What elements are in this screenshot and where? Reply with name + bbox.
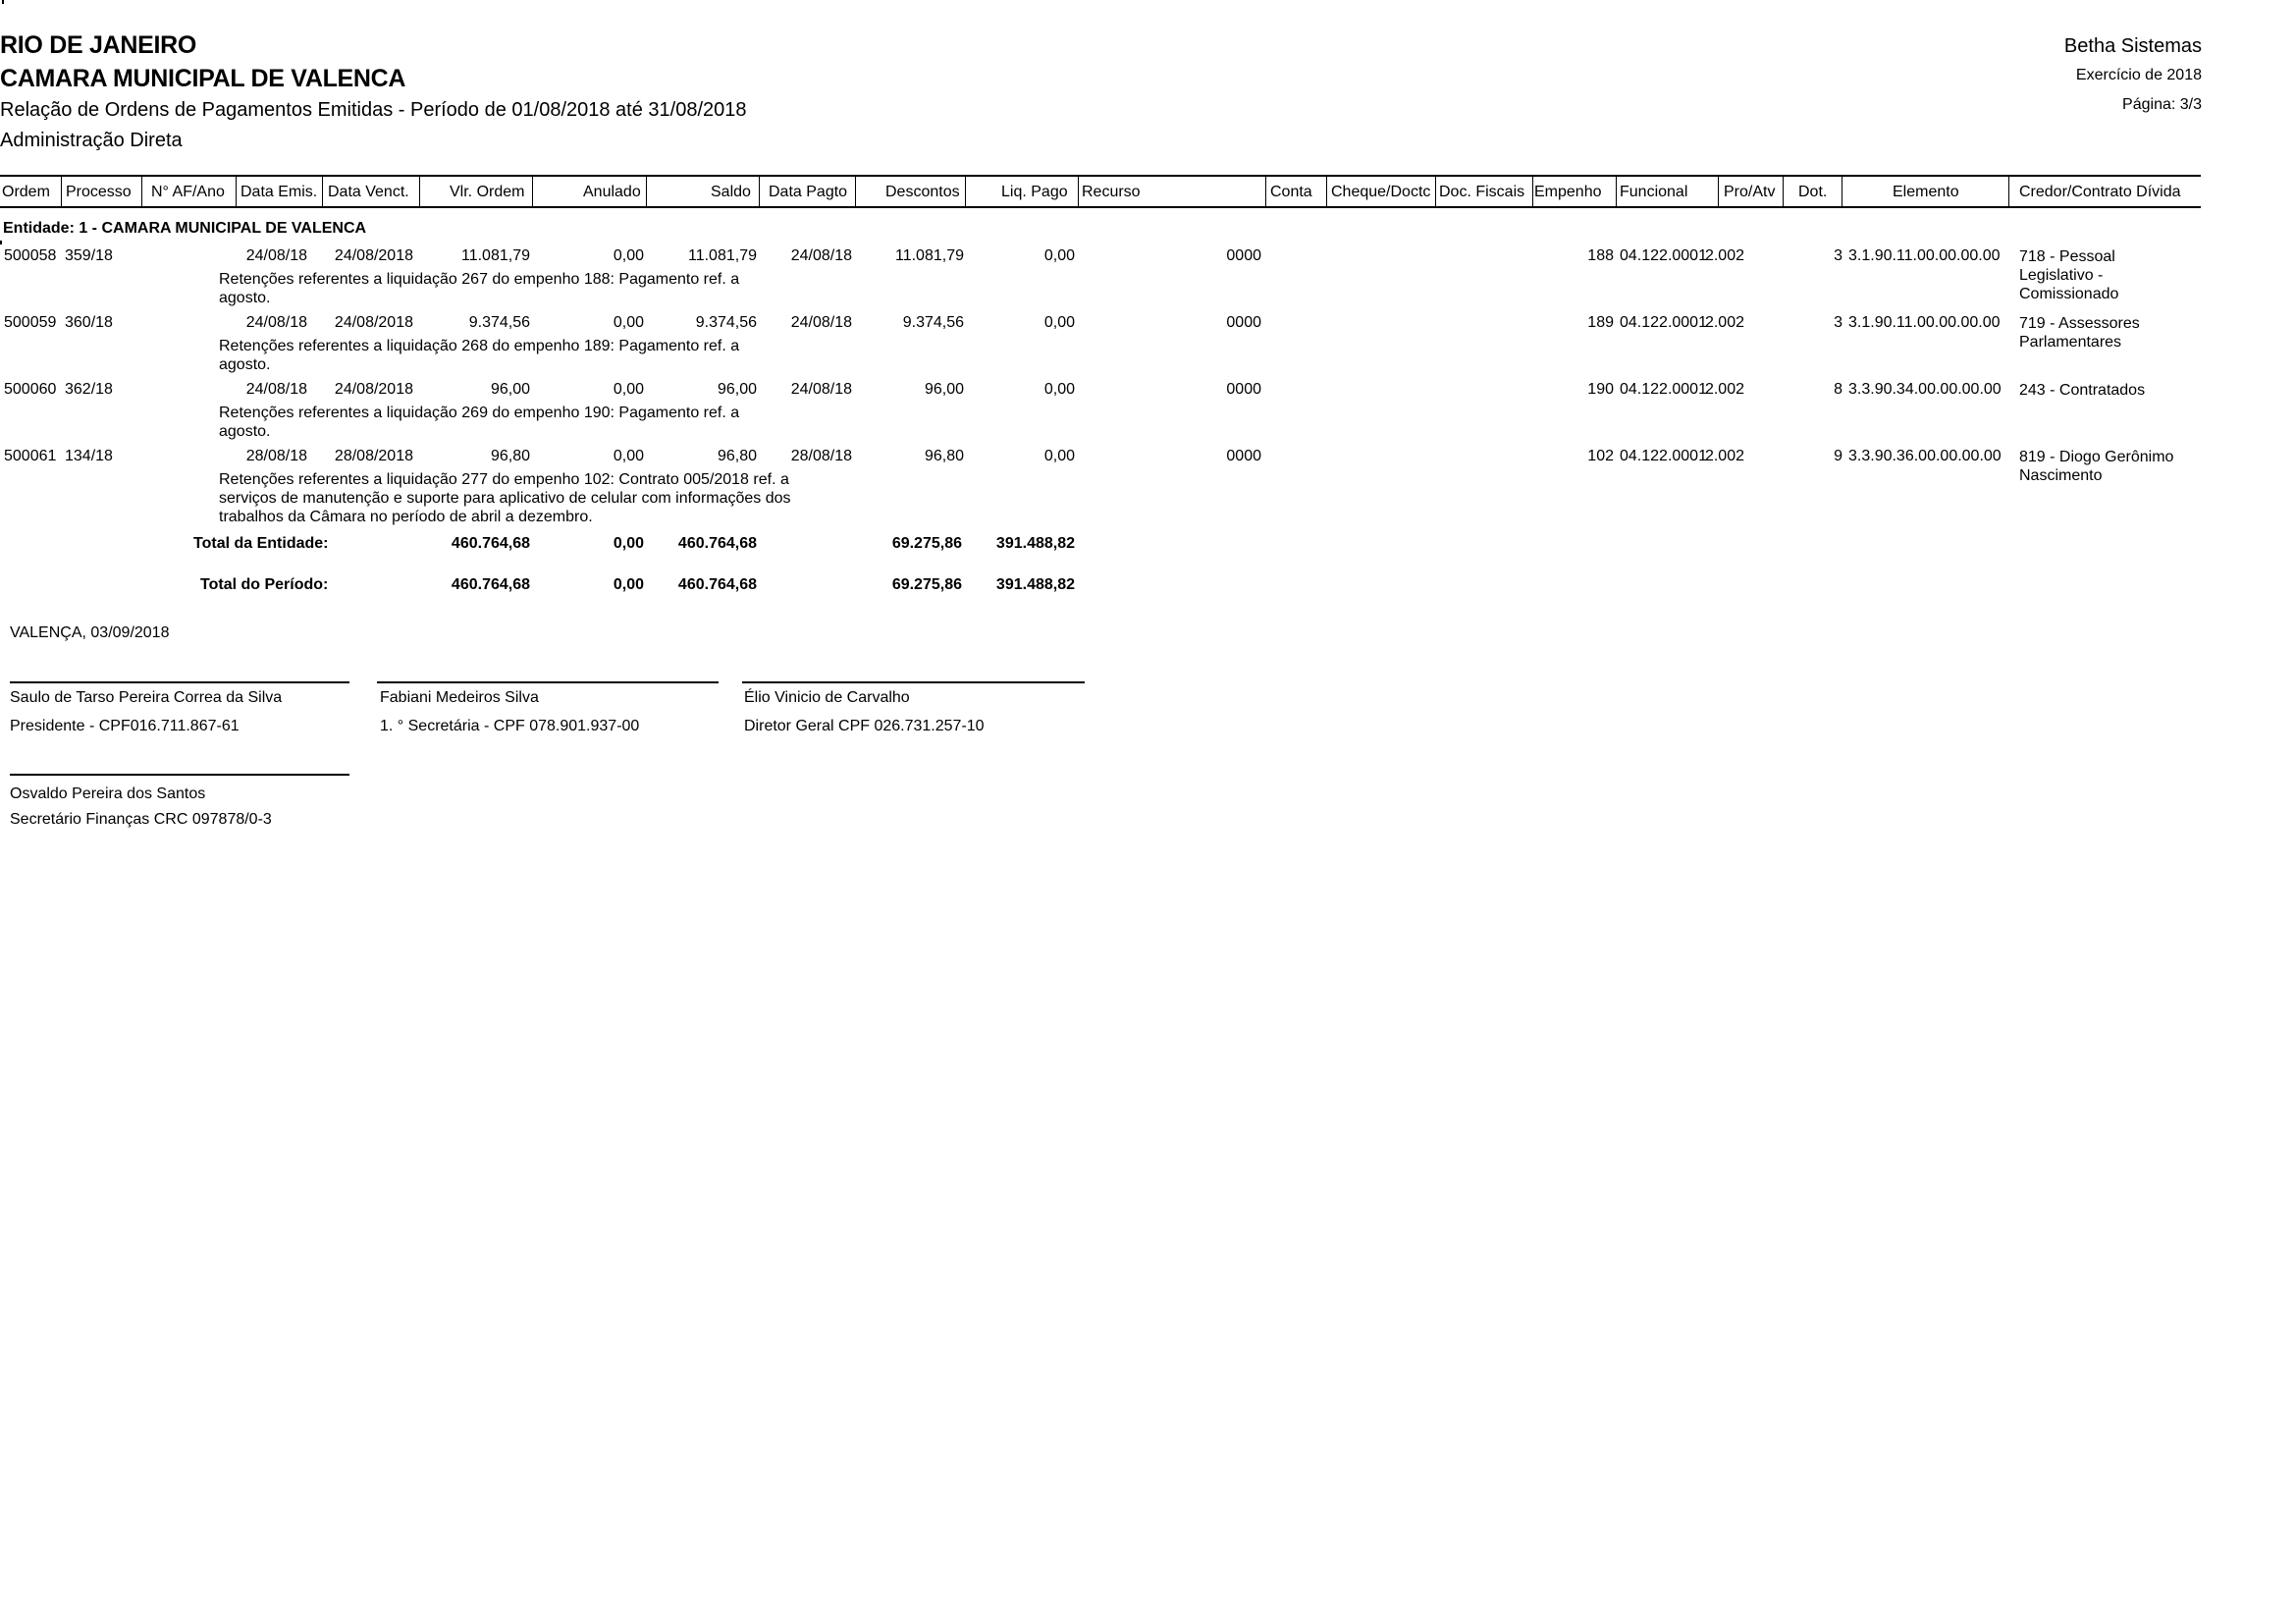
page-mark <box>2 0 4 4</box>
cell-elemento: 3.3.90.34.00.00.00.00 <box>1848 381 2002 398</box>
cell-empenho: 102 <box>1587 448 1614 464</box>
period-total-liq-pago: 391.488,82 <box>995 576 1075 593</box>
col-header-ordem: Ordem <box>2 184 50 200</box>
entity-total-liq-pago: 391.488,82 <box>995 535 1075 552</box>
cell-empenho: 188 <box>1587 247 1614 264</box>
cell-descricao: Retenções referentes a liquidação 277 do empenho 102: Contrato 005/2018 ref. a serviços de manutenção e suporte para aplicativo de celular com informações dos trabalhos da Câmara no período de abril a dezembro. <box>219 471 791 525</box>
cell-empenho: 189 <box>1587 314 1614 331</box>
cell-empenho: 190 <box>1587 381 1614 398</box>
cell-liq-pago: 0,00 <box>1043 448 1075 464</box>
signature-role: Secretário Finanças CRC 097878/0-3 <box>10 811 272 828</box>
col-header-credor: Credor/Contrato Dívida <box>2019 184 2181 200</box>
cell-anulado: 0,00 <box>613 381 644 398</box>
cell-processo: 134/18 <box>65 448 113 464</box>
cell-data-emis: 24/08/18 <box>245 247 307 264</box>
period-total-descontos: 69.275,86 <box>891 576 962 593</box>
cell-anulado: 0,00 <box>613 247 644 264</box>
col-header-dot: Dot. <box>1798 184 1828 200</box>
cell-anulado: 0,00 <box>613 448 644 464</box>
entity-total-descontos: 69.275,86 <box>891 535 962 552</box>
signature-name: Saulo de Tarso Pereira Correa da Silva <box>10 689 283 706</box>
cell-credor: 719 - Assessores Parlamentares <box>2019 315 2140 351</box>
entity-total-saldo: 460.764,68 <box>677 535 757 552</box>
cell-ordem: 500059 <box>4 314 57 331</box>
entity-title: CAMARA MUNICIPAL DE VALENCA <box>0 65 406 92</box>
period-total-anulado: 0,00 <box>613 576 644 593</box>
table-header-bottom-rule <box>0 206 2201 208</box>
cell-funcional: 04.122.0001 <box>1620 314 1707 331</box>
signature-line <box>10 774 349 776</box>
col-header-anulado: Anulado <box>583 184 641 200</box>
cell-vlr-ordem: 96,00 <box>490 381 530 398</box>
cell-pro-atv: 2.002 <box>1704 247 1744 264</box>
cell-data-venct: 24/08/2018 <box>334 247 413 264</box>
col-header-cheque-docto: Cheque/Doctc <box>1331 184 1431 200</box>
col-header-data-venct: Data Venct. <box>328 184 409 200</box>
col-header-conta: Conta <box>1270 184 1312 200</box>
cell-credor: 243 - Contratados <box>2019 382 2146 399</box>
col-header-data-pagto: Data Pagto <box>769 184 848 200</box>
state-title: RIO DE JANEIRO <box>0 31 196 59</box>
cell-data-emis: 24/08/18 <box>245 314 307 331</box>
col-header-elemento: Elemento <box>1893 184 1959 200</box>
cell-descricao: Retenções referentes a liquidação 267 do empenho 188: Pagamento ref. a agosto. <box>219 271 740 306</box>
cell-ordem: 500061 <box>4 448 57 464</box>
col-header-doc-fiscais: Doc. Fiscais <box>1439 184 1525 200</box>
col-header-liq-pago: Liq. Pago <box>1001 184 1068 200</box>
entity-total-vlr-ordem: 460.764,68 <box>451 535 530 552</box>
cell-vlr-ordem: 11.081,79 <box>461 247 530 264</box>
cell-funcional: 04.122.0001 <box>1620 381 1707 398</box>
cell-descontos: 96,80 <box>924 448 964 464</box>
cell-saldo: 9.374,56 <box>695 314 757 331</box>
cell-elemento: 3.3.90.36.00.00.00.00 <box>1848 448 2002 464</box>
cell-anulado: 0,00 <box>613 314 644 331</box>
cell-processo: 362/18 <box>65 381 113 398</box>
cell-recurso: 0000 <box>1226 314 1261 331</box>
signature-name: Osvaldo Pereira dos Santos <box>10 785 206 802</box>
cell-pro-atv: 2.002 <box>1704 448 1744 464</box>
cell-recurso: 0000 <box>1226 381 1261 398</box>
cell-dot: 3 <box>1834 314 1842 331</box>
cell-processo: 360/18 <box>65 314 113 331</box>
cell-dot: 9 <box>1834 448 1842 464</box>
entity-total-label: Total da Entidade: <box>193 535 329 552</box>
signature-line <box>377 681 719 683</box>
col-header-empenho: Empenho <box>1534 184 1602 200</box>
cell-funcional: 04.122.0001 <box>1620 448 1707 464</box>
cell-elemento: 3.1.90.11.00.00.00.00 <box>1848 314 2001 331</box>
place-date: VALENÇA, 03/09/2018 <box>10 624 170 641</box>
signature-line <box>10 681 349 683</box>
cell-ordem: 500058 <box>4 247 57 264</box>
cell-data-pagto: 28/08/18 <box>790 448 852 464</box>
cell-data-venct: 24/08/2018 <box>334 381 413 398</box>
cell-data-venct: 28/08/2018 <box>334 448 413 464</box>
col-header-af-ano: N° AF/Ano <box>151 184 225 200</box>
col-header-saldo: Saldo <box>711 184 751 200</box>
system-name: Betha Sistemas <box>2063 35 2202 57</box>
cell-recurso: 0000 <box>1226 448 1261 464</box>
cell-data-pagto: 24/08/18 <box>790 381 852 398</box>
col-header-descontos: Descontos <box>885 184 960 200</box>
col-header-funcional: Funcional <box>1620 184 1688 200</box>
period-total-vlr-ordem: 460.764,68 <box>451 576 530 593</box>
period-total-label: Total do Período: <box>200 576 329 593</box>
cell-credor: 819 - Diogo Gerônimo Nascimento <box>2019 449 2174 484</box>
cell-descricao: Retenções referentes a liquidação 269 do empenho 190: Pagamento ref. a agosto. <box>219 405 740 440</box>
signature-role: 1. ° Secretária - CPF 078.901.937-00 <box>380 718 640 734</box>
cell-pro-atv: 2.002 <box>1704 381 1744 398</box>
cell-vlr-ordem: 9.374,56 <box>468 314 530 331</box>
cell-data-pagto: 24/08/18 <box>790 314 852 331</box>
cell-liq-pago: 0,00 <box>1043 247 1075 264</box>
exercise-label: Exercício de 2018 <box>2075 67 2202 83</box>
col-header-pro-atv: Pro/Atv <box>1724 184 1776 200</box>
col-header-data-emis: Data Emis. <box>240 184 318 200</box>
cell-ordem: 500060 <box>4 381 57 398</box>
col-header-vlr-ordem: Vlr. Ordem <box>450 184 525 200</box>
cell-recurso: 0000 <box>1226 247 1261 264</box>
cell-dot: 8 <box>1834 381 1842 398</box>
cell-liq-pago: 0,00 <box>1043 314 1075 331</box>
cell-data-emis: 24/08/18 <box>245 381 307 398</box>
cell-saldo: 11.081,79 <box>688 247 757 264</box>
cell-elemento: 3.1.90.11.00.00.00.00 <box>1848 247 2001 264</box>
entity-group-label: Entidade: 1 - CAMARA MUNICIPAL DE VALENCA <box>3 220 367 237</box>
cell-liq-pago: 0,00 <box>1043 381 1075 398</box>
report-title: Relação de Ordens de Pagamentos Emitidas - Período de 01/08/2018 até 31/08/2018 <box>0 99 747 121</box>
cell-data-pagto: 24/08/18 <box>790 247 852 264</box>
cell-dot: 3 <box>1834 247 1842 264</box>
signature-role: Presidente - CPF016.711.867-61 <box>10 718 240 734</box>
signature-name: Élio Vinicio de Carvalho <box>744 689 910 706</box>
cell-saldo: 96,00 <box>717 381 757 398</box>
cell-descricao: Retenções referentes a liquidação 268 do empenho 189: Pagamento ref. a agosto. <box>219 338 740 373</box>
entity-total-anulado: 0,00 <box>613 535 644 552</box>
table-header-top-rule <box>0 175 2201 177</box>
period-total-saldo: 460.764,68 <box>677 576 757 593</box>
cell-descontos: 96,00 <box>924 381 964 398</box>
cell-vlr-ordem: 96,80 <box>490 448 530 464</box>
cell-data-venct: 24/08/2018 <box>334 314 413 331</box>
signature-role: Diretor Geral CPF 026.731.257-10 <box>744 718 985 734</box>
cell-funcional: 04.122.0001 <box>1620 247 1707 264</box>
col-header-processo: Processo <box>66 184 132 200</box>
cell-credor: 718 - Pessoal Legislativo - Comissionado <box>2019 248 2119 302</box>
cell-descontos: 9.374,56 <box>902 314 964 331</box>
signature-line <box>742 681 1085 683</box>
page-mark <box>0 241 2 244</box>
cell-processo: 359/18 <box>65 247 113 264</box>
cell-pro-atv: 2.002 <box>1704 314 1744 331</box>
administration-label: Administração Direta <box>0 130 183 151</box>
col-header-recurso: Recurso <box>1082 184 1141 200</box>
cell-saldo: 96,80 <box>717 448 757 464</box>
page-number: Página: 3/3 <box>2122 96 2202 113</box>
cell-data-emis: 28/08/18 <box>245 448 307 464</box>
cell-descontos: 11.081,79 <box>895 247 964 264</box>
signature-name: Fabiani Medeiros Silva <box>380 689 539 706</box>
